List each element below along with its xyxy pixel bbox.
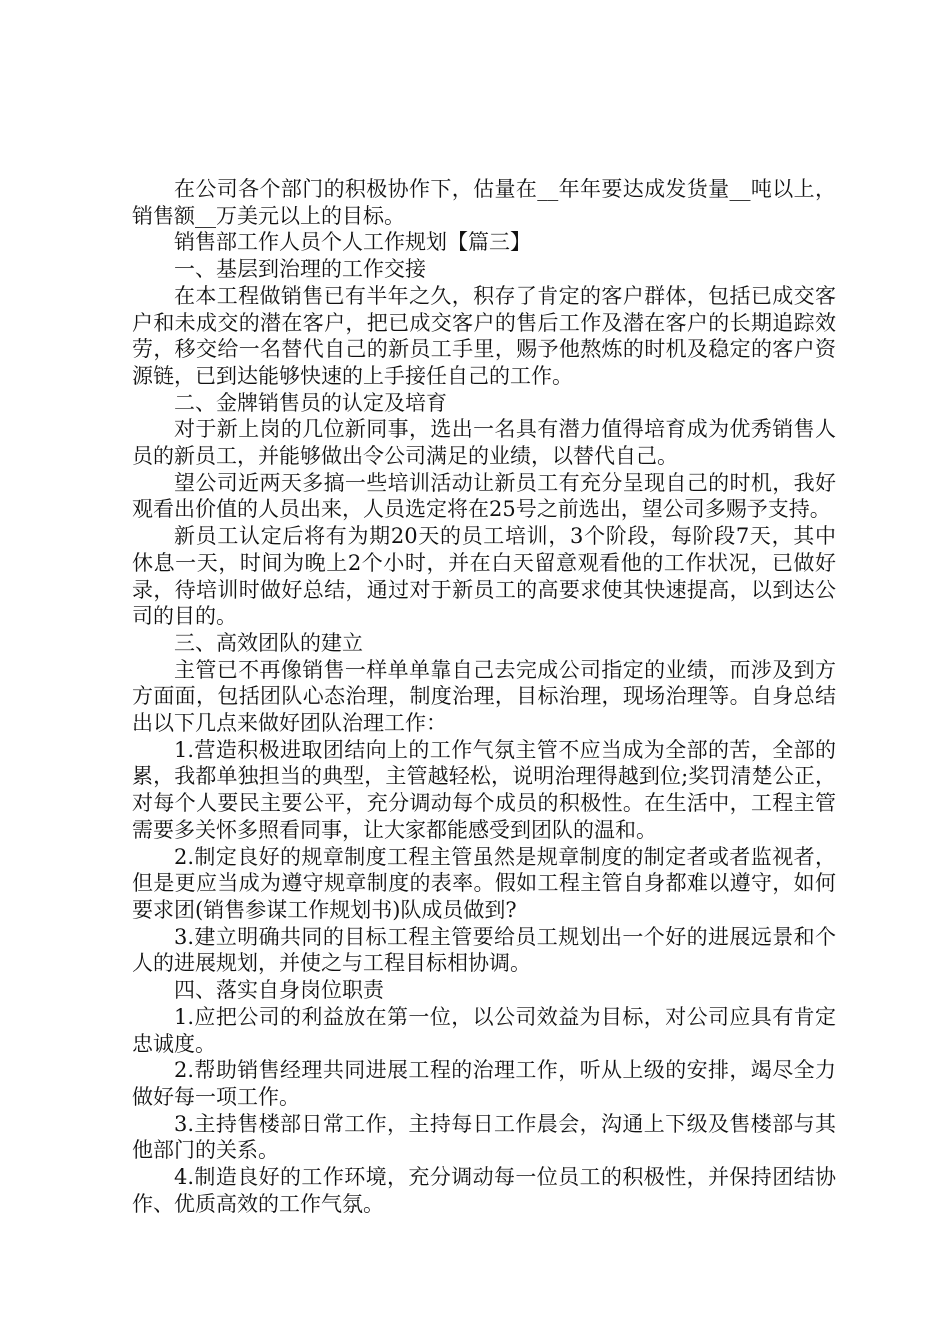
list-item: 2.帮助销售经理共同进展工程的治理工作，听从上级的安排，竭尽全力做好每一项工作。 (132, 1058, 836, 1109)
list-item: 3.主持售楼部日常工作，主持每日工作晨会，沟通上下级及售楼部与其他部门的关系。 (132, 1111, 836, 1163)
heading-1: 一、基层到治理的工作交接 (174, 257, 426, 282)
paragraph: 对于新上岗的几位新同事，选出一名具有潜力值得培育成为优秀销售人员的新员工，并能够做出令公司满足的业绩，以替代自己。 (132, 417, 836, 469)
heading-2: 二、金牌销售员的认定及培育 (174, 390, 447, 415)
heading-3: 三、高效团队的建立 (174, 630, 363, 655)
list-item: 3.建立明确共同的目标工程主管要给员工规划出一个好的进展远景和个人的进展规划，并使之与工程目标相协调。 (132, 924, 836, 976)
paragraph: 新员工认定后将有为期20天的员工培训，3个阶段，每阶段7天，其中休息一天，时间为晚上2个小时，并在白天留意观看他的工作状况，已做好录，待培训时做好总结，通过对于新员工的高要求使其快速提高，以到达公司的目的。 (132, 524, 836, 629)
paragraph: 在本工程做销售已有半年之久，积存了肯定的客户群体，包括已成交客户和未成交的潜在客户，把已成交客户的售后工作及潜在客户的长期追踪效劳，移交给一名替代自己的新员工手里，赐予他熬炼的时机及稳定的客户资源链，已到达能够快速的上手接任自己的工作。 (132, 283, 836, 388)
list-item: 4.制造良好的工作环境，充分调动每一位员工的积极性，并保持团结协作、优质高效的工作气氛。 (132, 1165, 836, 1216)
paragraph: 主管已不再像销售一样单单靠自己去完成公司指定的业绩，而涉及到方方面面，包括团队心态治理，制度治理，目标治理，现场治理等。自身总结出以下几点来做好团队治理工作： (132, 657, 836, 736)
paragraph: 在公司各个部门的积极协作下，估量在__年年要达成发货量__吨以上，销售额__万美元以上的目标。 (132, 177, 836, 228)
paragraph: 望公司近两天多搞一些培训活动让新员工有充分呈现自己的时机，我好观看出价值的人员出来，人员选定将在25号之前选出，望公司多赐予支持。 (132, 470, 836, 522)
list-item: 1.营造积极进取团结向上的工作气氛主管不应当成为全部的苦，全部的累，我都单独担当的典型，主管越轻松，说明治理得越到位;奖罚清楚公正，对每个人要民主要公平，充分调动每个成员的积极性。在生活中，工程主管需要多关怀多照看同事，让大家都能感受到团队的温和。 (132, 737, 836, 842)
list-item: 1.应把公司的利益放在第一位，以公司效益为目标，对公司应具有肯定忠诚度。 (132, 1004, 836, 1056)
section-title: 销售部工作人员个人工作规划【篇三】 (174, 230, 531, 255)
heading-4: 四、落实自身岗位职责 (174, 978, 384, 1003)
list-item: 2.制定良好的规章制度工程主管虽然是规章制度的制定者或者监视者，但是更应当成为遵守规章制度的表率。假如工程主管自身都难以遵守，如何要求团(销售参谋工作规划书)队成员做到? (132, 844, 836, 922)
document-body (132, 176, 836, 1217)
